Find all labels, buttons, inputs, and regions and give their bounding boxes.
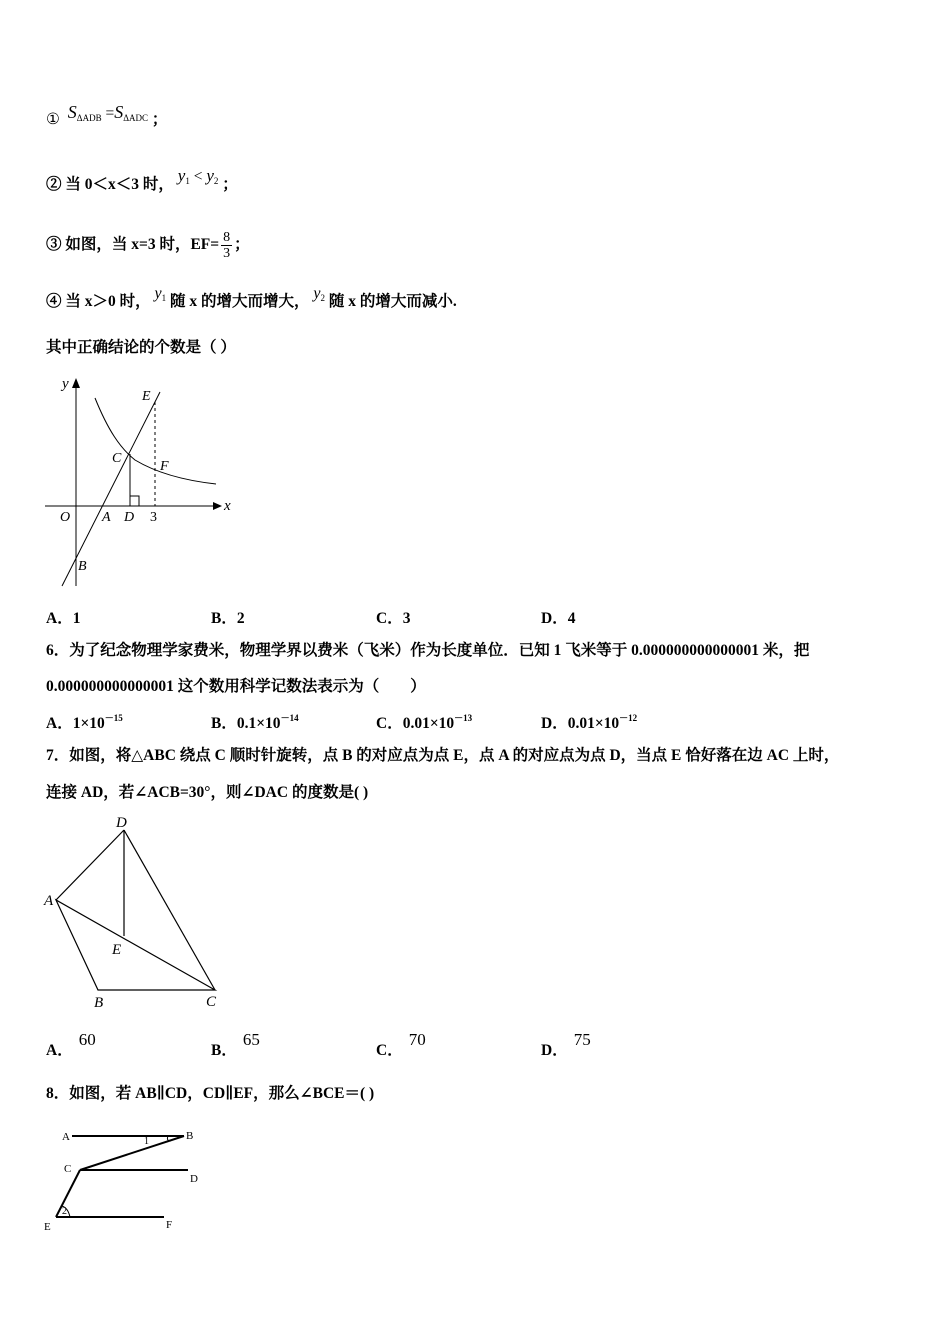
fraction-denominator: 3: [223, 246, 231, 261]
label-b: B: [94, 995, 104, 1011]
option-value: 60: [78, 1030, 96, 1049]
q5-option-d[interactable]: [541, 606, 575, 628]
q6-option-a[interactable]: [46, 711, 123, 733]
q6-option-c[interactable]: [376, 711, 472, 733]
triangle-abc: [56, 900, 215, 990]
subscript-adc: ΔADC: [123, 113, 148, 123]
less-than-sign: <: [193, 168, 203, 185]
option-exponent: －15: [104, 713, 123, 723]
semicolon: ；: [151, 111, 168, 128]
y1-subscript: 1: [185, 176, 190, 186]
label-a: A: [102, 510, 111, 525]
option-letter: A．: [46, 1042, 73, 1059]
label-f: F: [160, 459, 169, 474]
statement-3-text: ③ 如图，当 x=3 时，EF=: [46, 236, 220, 254]
label-e: E: [44, 1221, 51, 1233]
statement-1: [46, 102, 168, 134]
q6-line-2: 0.000000000000001 这个数用科学记数法表示为（ ）: [46, 678, 426, 695]
option-base: 0.01×10: [567, 715, 620, 732]
option-value: 3: [402, 610, 411, 627]
option-letter: A．: [46, 610, 73, 627]
semicolon: ；: [222, 176, 238, 193]
option-letter: A．: [46, 715, 73, 732]
q6-option-d[interactable]: [541, 711, 637, 733]
statement-4-part-a: ④ 当 x＞0 时，: [46, 293, 151, 310]
label-d: D: [116, 815, 127, 831]
option-letter: C．: [376, 1042, 403, 1059]
label-d: D: [124, 510, 135, 525]
option-letter: D．: [541, 1042, 568, 1059]
option-exponent: －14: [280, 713, 299, 723]
option-exponent: －12: [619, 713, 638, 723]
q7-line-1: 7．如图，将△ABC 绕点 C 顺时针旋转，点 B 的对应点为点 E，点 A 的对应点为点 D，当点 E 恰好落在边 AC 上时，: [46, 747, 840, 764]
y-axis-arrow: [72, 378, 80, 388]
semicolon: ；: [234, 236, 250, 254]
segment-bc: [80, 1136, 184, 1170]
q7-option-a[interactable]: [46, 1030, 96, 1060]
y1-subscript: 1: [161, 293, 167, 303]
q6-line-1: 6．为了纪念物理学家费米，物理学界以费米（飞米）作为长度单位．已知 1 飞米等于 0.000000000000001 米，把: [46, 642, 810, 659]
label-a: A: [62, 1131, 70, 1143]
label-f: F: [166, 1219, 173, 1231]
option-value: 2: [236, 610, 245, 627]
y2-symbol: y: [206, 166, 214, 185]
y1-symbol: y: [177, 166, 186, 185]
q7-option-d[interactable]: [541, 1030, 591, 1060]
q5-option-b[interactable]: [211, 606, 245, 628]
q5-graph-figure: [40, 372, 240, 592]
option-letter: C．: [376, 610, 403, 627]
option-value: 1: [72, 610, 81, 627]
x-axis-arrow: [213, 502, 222, 510]
label-e: E: [112, 942, 122, 958]
circle-number-1: ①: [46, 111, 60, 128]
option-value: 65: [242, 1030, 260, 1049]
statement-4-part-c: 随 x 的增大而减小.: [328, 293, 457, 310]
q6-option-b[interactable]: [211, 711, 299, 733]
label-c: C: [64, 1163, 72, 1175]
segment-dc: [124, 830, 215, 990]
q7-option-c[interactable]: [376, 1030, 426, 1060]
label-x: x: [224, 498, 231, 514]
q5-option-a[interactable]: [46, 606, 80, 628]
q7-rotation-figure: [40, 812, 240, 1012]
label-y: y: [62, 376, 69, 392]
option-value: 75: [573, 1030, 591, 1049]
q7-line-2: 连接 AD，若∠ACB=30°，则∠DAC 的度数是( ): [46, 784, 369, 801]
y2-symbol: y: [313, 285, 321, 302]
option-value: 4: [567, 610, 576, 627]
fraction-numerator: 8: [223, 230, 231, 245]
segment-ce: [56, 1170, 80, 1217]
q5-prompt: 其中正确结论的个数是（ ）: [46, 339, 236, 356]
option-letter: D．: [541, 610, 568, 627]
option-value: 70: [408, 1030, 426, 1049]
statement-4: [46, 285, 457, 316]
option-letter: D．: [541, 715, 568, 732]
label-b: B: [186, 1130, 194, 1142]
label-d: D: [190, 1173, 198, 1185]
option-base: 0.1×10: [236, 715, 281, 732]
q7-option-b[interactable]: [211, 1030, 260, 1060]
y2-subscript: 2: [320, 293, 325, 303]
option-exponent: －13: [454, 713, 473, 723]
statement-3: [46, 230, 250, 261]
label-b: B: [78, 559, 87, 574]
label-o: O: [60, 510, 71, 525]
label-e: E: [142, 389, 151, 404]
label-a: A: [44, 893, 54, 909]
option-base: 0.01×10: [402, 715, 455, 732]
statement-4-part-b: 随 x 的增大而增大，: [170, 293, 310, 310]
label-angle-2: 2: [62, 1206, 67, 1217]
q8-line-1: 8．如图，若 AB∥CD，CD∥EF，那么∠BCE＝( ): [46, 1085, 375, 1102]
label-c: C: [206, 994, 217, 1010]
statement-2-text: ② 当 0＜x＜3 时，: [46, 176, 174, 193]
y1-symbol: y: [154, 285, 162, 302]
segment-ad: [56, 830, 124, 900]
y2-subscript: 2: [213, 176, 219, 186]
equals-sign: =: [105, 105, 115, 122]
linear-function-line: [62, 392, 160, 586]
statement-2: [46, 166, 238, 199]
fraction-eight-thirds: [221, 230, 232, 261]
area-symbol-adb: S: [67, 102, 77, 122]
label-c: C: [112, 451, 122, 466]
label-angle-1: 1: [144, 1136, 149, 1147]
subscript-adb: ΔADB: [76, 113, 102, 123]
area-symbol-adc: S: [114, 102, 124, 122]
option-letter: B．: [211, 610, 237, 627]
option-letter: B．: [211, 715, 237, 732]
q5-option-c[interactable]: [376, 606, 410, 628]
right-angle-mark: [130, 496, 139, 506]
option-letter: C．: [376, 715, 403, 732]
option-base: 1×10: [72, 715, 105, 732]
option-letter: B．: [211, 1042, 237, 1059]
q8-parallel-lines-figure: [40, 1120, 220, 1240]
label-three: 3: [150, 510, 157, 525]
